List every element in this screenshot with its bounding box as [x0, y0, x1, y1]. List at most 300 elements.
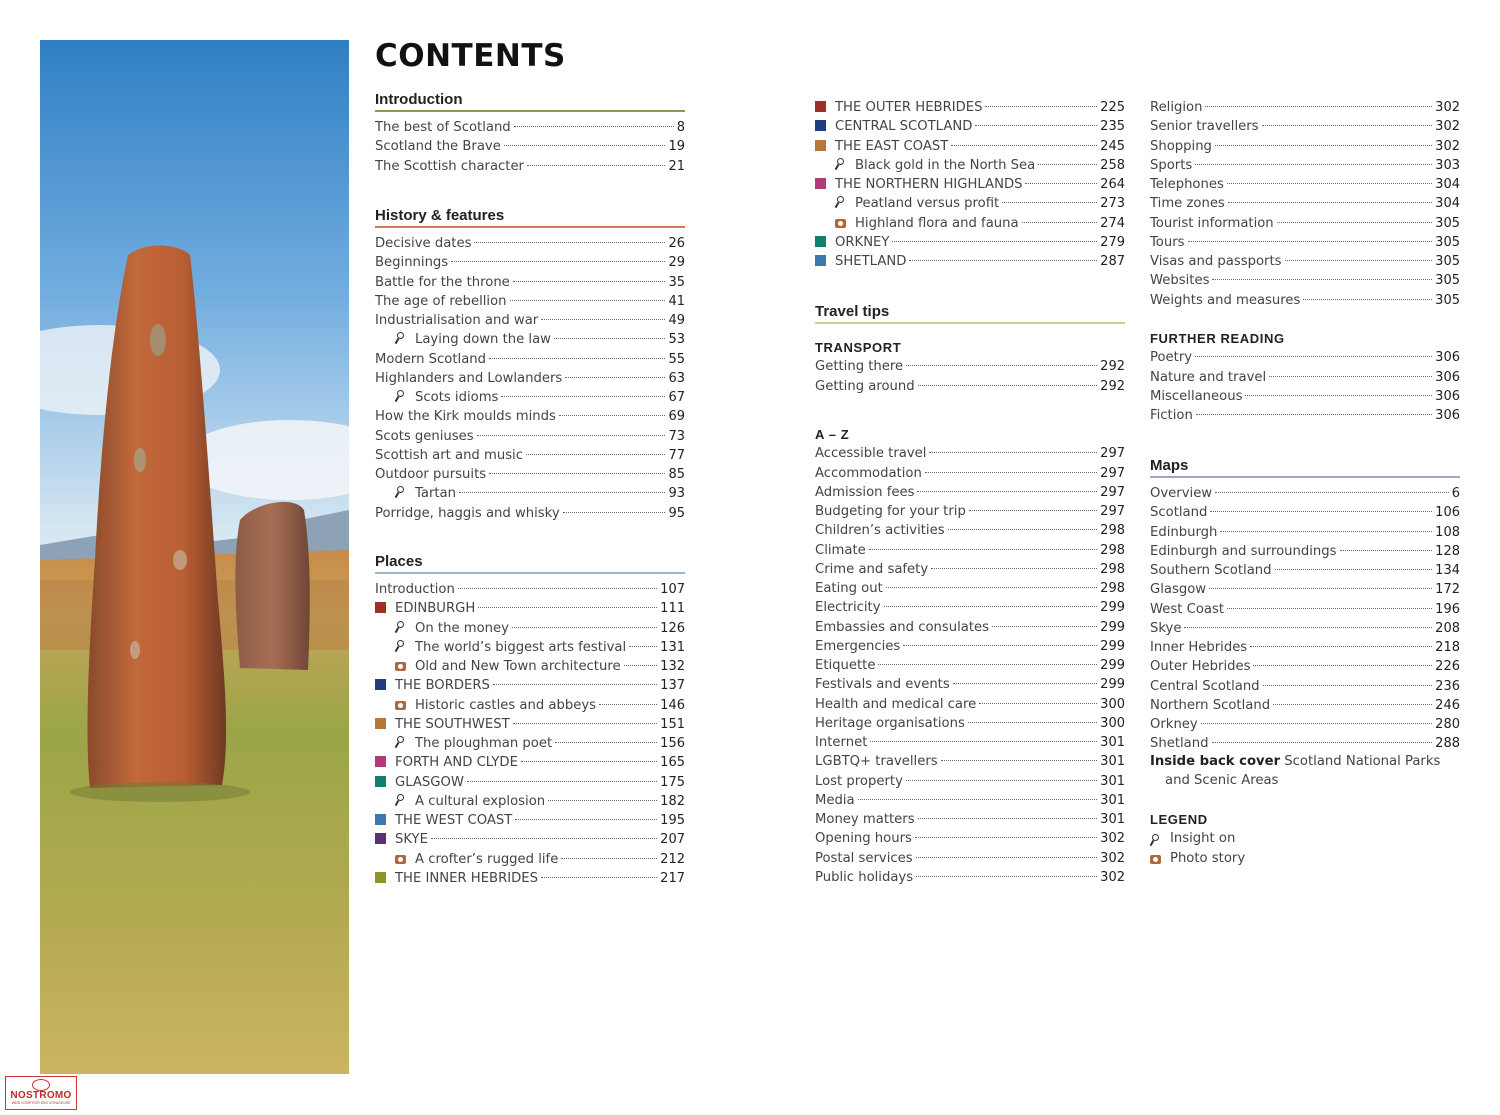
toc-entry-page: 35	[668, 274, 685, 290]
dot-leader	[1195, 164, 1432, 165]
dot-leader	[514, 126, 674, 127]
toc-entry-page: 298	[1100, 523, 1125, 539]
toc-entry[interactable]	[375, 676, 685, 695]
camera-icon	[395, 662, 406, 671]
toc-entry-page: 300	[1100, 715, 1125, 731]
toc-entry-page: 85	[668, 467, 685, 482]
dot-leader	[431, 838, 657, 839]
dot-leader	[906, 780, 1097, 781]
toc-entry[interactable]	[815, 252, 1125, 271]
toc-entry[interactable]	[375, 773, 685, 792]
dot-leader	[985, 106, 1097, 107]
region-swatch-icon	[815, 255, 826, 266]
toc-entry-page: 137	[660, 678, 685, 694]
toc-entry[interactable]	[375, 350, 685, 369]
toc-entry-page: 302	[1100, 831, 1125, 847]
toc-entry-label: Shetland	[1150, 736, 1209, 752]
toc-entry-page: 26	[668, 236, 685, 251]
toc-entry[interactable]	[815, 98, 1125, 117]
toc-entry[interactable]	[1150, 619, 1460, 638]
legend-insight	[1150, 829, 1460, 848]
toc-entry-label: Edinburgh	[1150, 524, 1218, 540]
toc-entry[interactable]	[375, 638, 685, 657]
toc-entry-page: 279	[1100, 234, 1125, 250]
dot-leader	[1215, 145, 1432, 146]
dot-leader	[925, 472, 1097, 473]
toc-entry-page: 301	[1100, 792, 1125, 808]
toc-entry-label: Tours	[1150, 234, 1185, 250]
toc-entry-page: 299	[1100, 677, 1125, 693]
toc-entry[interactable]	[1150, 368, 1460, 387]
toc-entry[interactable]	[375, 446, 685, 465]
toc-entry-label: Battle for the throne	[375, 274, 510, 290]
toc-entry[interactable]	[375, 811, 685, 830]
toc-entry-label: Industrialisation and war	[375, 313, 539, 328]
toc-entry[interactable]	[375, 484, 685, 503]
toc-entry-label: Budgeting for your trip	[815, 504, 966, 519]
toc-entry[interactable]	[1150, 156, 1460, 175]
dot-leader	[886, 587, 1097, 588]
toc-entry-page: 297	[1100, 484, 1125, 500]
toc-entry-label: Visas and passports	[1150, 254, 1282, 269]
dot-leader	[1228, 202, 1432, 203]
dot-leader	[474, 242, 665, 243]
toc-entry[interactable]	[375, 869, 685, 888]
dot-leader	[599, 704, 657, 705]
toc-entry-label: Crime and safety	[815, 561, 929, 577]
dot-leader	[941, 760, 1098, 761]
toc-entry[interactable]	[375, 369, 685, 388]
dot-leader	[1210, 511, 1432, 512]
section-places	[375, 552, 685, 888]
section-rule	[1150, 476, 1460, 478]
back-cover-title: Scotland National Parks	[1284, 754, 1441, 769]
toc-entry[interactable]	[1150, 406, 1460, 425]
toc-entry-page: 131	[660, 639, 685, 655]
toc-entry[interactable]	[815, 772, 1125, 791]
toc-entry-label: Decisive dates	[375, 236, 472, 251]
toc-entry[interactable]	[815, 733, 1125, 752]
toc-entry[interactable]	[815, 829, 1125, 848]
toc-entry[interactable]	[1150, 484, 1460, 503]
toc-entry[interactable]	[1150, 677, 1460, 696]
toc-entry-page: 301	[1100, 754, 1125, 770]
dot-leader	[916, 857, 1098, 858]
back-cover-label: Inside back cover	[1150, 754, 1281, 769]
dot-leader	[909, 260, 1097, 261]
toc-entry[interactable]	[815, 175, 1125, 194]
toc-entry-page: 306	[1435, 369, 1460, 385]
toc-entry[interactable]	[1150, 387, 1460, 406]
toc-entry-label: CENTRAL SCOTLAND	[835, 119, 973, 135]
toc-entry[interactable]	[375, 234, 685, 253]
dot-leader	[527, 165, 665, 166]
toc-entry[interactable]	[1150, 233, 1460, 252]
toc-entry-label: Sports	[1150, 157, 1193, 173]
dot-leader	[1188, 241, 1433, 242]
toc-entry-page: 111	[660, 601, 685, 617]
toc-entry[interactable]	[375, 118, 685, 137]
camera-icon	[395, 701, 406, 710]
toc-entry[interactable]	[1150, 252, 1460, 271]
toc-entry[interactable]	[815, 868, 1125, 887]
toc-entry-label: Heritage organisations	[815, 715, 965, 731]
region-swatch-icon	[815, 140, 826, 151]
toc-entry[interactable]	[815, 675, 1125, 694]
magnifier-icon	[395, 736, 406, 748]
toc-entry-page: 288	[1435, 736, 1460, 752]
dot-leader	[513, 723, 658, 724]
toc-entry-page: 212	[660, 851, 685, 867]
toc-entry[interactable]	[1150, 137, 1460, 156]
dot-leader	[629, 646, 657, 647]
toc-entry-page: 29	[668, 255, 685, 271]
toc-entry[interactable]	[815, 483, 1125, 502]
dot-leader	[1196, 414, 1432, 415]
toc-entry[interactable]	[815, 714, 1125, 733]
magnifier-icon	[835, 196, 846, 208]
toc-entry[interactable]	[375, 311, 685, 330]
toc-entry-label: Overview	[1150, 486, 1213, 501]
toc-entry-label: FORTH AND CLYDE	[395, 755, 518, 771]
toc-entry-label: Edinburgh and surroundings	[1150, 543, 1337, 559]
toc-entry[interactable]	[1150, 600, 1460, 619]
toc-entry-page: 55	[668, 351, 685, 367]
toc-entry-page: 6	[1451, 486, 1460, 501]
toc-entry[interactable]	[1150, 503, 1460, 522]
toc-entry-label: Media	[815, 792, 855, 808]
toc-entry-page: 301	[1100, 735, 1125, 750]
toc-entry-page: 298	[1100, 581, 1125, 596]
toc-entry-page: 151	[660, 716, 685, 732]
toc-entry[interactable]	[375, 407, 685, 426]
toc-entry-page: 303	[1435, 157, 1460, 173]
toc-entry-page: 63	[668, 370, 685, 386]
section-maps	[1150, 456, 1460, 754]
toc-entry[interactable]	[1150, 523, 1460, 542]
toc-entry-label: Highlanders and Lowlanders	[375, 370, 563, 386]
region-swatch-icon	[375, 718, 386, 729]
dot-leader	[451, 261, 665, 262]
dot-leader	[478, 607, 657, 608]
toc-entry[interactable]	[375, 580, 685, 599]
toc-entry-page: 132	[660, 659, 685, 674]
toc-entry[interactable]	[815, 464, 1125, 483]
toc-entry-page: 302	[1435, 100, 1460, 115]
legend	[1150, 810, 1460, 868]
toc-entry-page: 172	[1435, 582, 1460, 598]
dot-leader	[521, 761, 657, 762]
toc-entry[interactable]	[1150, 98, 1460, 117]
dot-leader	[1195, 356, 1432, 357]
toc-entry-page: 264	[1100, 177, 1125, 192]
toc-entry[interactable]	[815, 849, 1125, 868]
toc-entry-label: Public holidays	[815, 869, 914, 885]
region-swatch-icon	[375, 833, 386, 844]
dot-leader	[1275, 569, 1433, 570]
toc-entry[interactable]	[375, 427, 685, 446]
dot-leader	[1277, 222, 1433, 223]
toc-entry-page: 305	[1435, 254, 1460, 269]
toc-entry-label: Postal services	[815, 850, 913, 866]
dot-leader	[975, 125, 1097, 126]
toc-entry-page: 236	[1435, 678, 1460, 694]
dot-leader	[992, 626, 1097, 627]
toc-entry-label: Festivals and events	[815, 677, 950, 693]
toc-entry[interactable]	[375, 292, 685, 311]
magnifier-icon	[395, 794, 406, 806]
dot-leader	[541, 877, 657, 878]
toc-entry[interactable]	[375, 657, 685, 676]
toc-entry[interactable]	[815, 444, 1125, 463]
toc-entry[interactable]	[815, 791, 1125, 810]
toc-entry-page: 302	[1435, 119, 1460, 135]
toc-entry-page: 208	[1435, 620, 1460, 636]
toc-entry[interactable]	[375, 157, 685, 176]
dot-leader	[467, 781, 657, 782]
dot-leader	[968, 722, 1097, 723]
toc-entry-label: The ploughman poet	[415, 736, 553, 751]
toc-entry-label: The age of rebellion	[375, 293, 507, 309]
toc-entry-label: Electricity	[815, 600, 881, 616]
toc-entry-page: 165	[660, 755, 685, 771]
dot-leader	[1227, 183, 1432, 184]
camera-icon	[395, 855, 406, 864]
dot-leader	[869, 549, 1097, 550]
toc-entry-page: 302	[1435, 138, 1460, 154]
toc-entry[interactable]	[815, 357, 1125, 376]
dot-leader	[916, 876, 1097, 877]
toc-entry[interactable]	[815, 656, 1125, 675]
toc-entry-page: 128	[1435, 543, 1460, 559]
legend-insight-label: Insight on	[1170, 831, 1236, 847]
toc-entry[interactable]	[1150, 194, 1460, 213]
toc-entry[interactable]	[1150, 657, 1460, 676]
dot-leader	[953, 683, 1097, 684]
subsection-title: FURTHER READING	[1150, 331, 1285, 346]
toc-entry[interactable]	[375, 850, 685, 869]
magnifier-icon	[1150, 834, 1161, 846]
toc-entry[interactable]	[815, 560, 1125, 579]
toc-entry[interactable]	[375, 696, 685, 715]
toc-entry[interactable]	[815, 695, 1125, 714]
toc-entry-label: Accessible travel	[815, 446, 927, 462]
toc-entry-label: THE SOUTHWEST	[395, 716, 510, 732]
dot-leader	[1038, 164, 1097, 165]
toc-entry-label: Internet	[815, 735, 868, 750]
toc-entry[interactable]	[375, 792, 685, 811]
toc-entry-label: THE OUTER HEBRIDES	[835, 100, 983, 115]
dot-leader	[929, 452, 1097, 453]
toc-entry-label: Senior travellers	[1150, 119, 1259, 135]
dot-leader	[526, 454, 665, 455]
toc-entry-label: Scottish art and music	[375, 447, 523, 463]
magnifier-icon	[395, 486, 406, 498]
toc-entry-page: 299	[1100, 600, 1125, 616]
back-cover-note	[1150, 752, 1460, 791]
toc-entry[interactable]	[375, 599, 685, 618]
dot-leader	[512, 627, 657, 628]
toc-entry[interactable]	[815, 810, 1125, 829]
dot-leader	[858, 799, 1098, 800]
dot-leader	[1227, 608, 1432, 609]
toc-entry[interactable]	[375, 388, 685, 407]
toc-entry-page: 305	[1435, 292, 1460, 308]
toc-entry-label: West Coast	[1150, 601, 1225, 617]
dot-leader	[918, 818, 1098, 819]
toc-entry[interactable]	[375, 253, 685, 272]
toc-entry-label: Accommodation	[815, 465, 922, 481]
toc-entry-page: 217	[660, 870, 685, 886]
toc-entry[interactable]	[815, 233, 1125, 252]
toc-entry-label: GLASGOW	[395, 774, 464, 790]
dot-leader	[1212, 742, 1433, 743]
section-introduction	[375, 90, 685, 176]
toc-entry[interactable]	[375, 273, 685, 292]
toc-entry-label: Religion	[1150, 100, 1203, 115]
toc-entry[interactable]	[815, 377, 1125, 396]
toc-entry-page: 306	[1435, 408, 1460, 423]
toc-entry[interactable]	[375, 734, 685, 753]
toc-entry-label: A crofter’s rugged life	[415, 851, 559, 867]
toc-entry-label: Introduction	[375, 582, 455, 597]
back-cover-line-2: and Scenic Areas	[1165, 773, 1279, 789]
toc-entry[interactable]	[375, 619, 685, 638]
toc-entry-page: 304	[1435, 196, 1460, 212]
dot-leader	[1215, 492, 1449, 493]
section-title: Introduction	[375, 91, 463, 108]
toc-entry-label: Opening hours	[815, 831, 912, 847]
region-swatch-icon	[375, 756, 386, 767]
toc-entry-page: 292	[1100, 359, 1125, 375]
toc-entry[interactable]	[375, 830, 685, 849]
dot-leader	[1220, 531, 1432, 532]
toc-entry[interactable]	[1150, 638, 1460, 657]
toc-entry-label: Beginnings	[375, 255, 449, 271]
toc-entry-page: 21	[668, 158, 685, 174]
toc-entry[interactable]	[1150, 715, 1460, 734]
dot-leader	[1303, 299, 1432, 300]
toc-entry-label: Outer Hebrides	[1150, 659, 1251, 675]
dot-leader	[541, 319, 665, 320]
toc-entry-label: EDINBURGH	[395, 601, 476, 617]
toc-entry[interactable]	[1150, 542, 1460, 561]
toc-entry[interactable]	[815, 194, 1125, 213]
dot-leader	[493, 684, 657, 685]
dot-leader	[1205, 106, 1432, 107]
toc-entry[interactable]	[375, 330, 685, 349]
toc-entry-page: 106	[1435, 505, 1460, 521]
region-swatch-icon	[375, 814, 386, 825]
dot-leader	[918, 385, 1098, 386]
logo-tagline: WEB COMPTOIR DES VOYAGEURS	[11, 1101, 71, 1105]
toc-entry[interactable]	[815, 579, 1125, 598]
toc-entry[interactable]	[375, 504, 685, 523]
toc-entry[interactable]	[375, 753, 685, 772]
dot-leader	[878, 664, 1097, 665]
toc-entry[interactable]	[375, 137, 685, 156]
toc-entry[interactable]	[375, 465, 685, 484]
toc-entry[interactable]	[815, 117, 1125, 136]
back-cover-line-1	[1150, 752, 1460, 771]
toc-entry-page: 41	[668, 293, 685, 309]
toc-entry[interactable]	[815, 156, 1125, 175]
toc-entry[interactable]	[815, 214, 1125, 233]
toc-entry-page: 298	[1100, 542, 1125, 558]
toc-entry-label: SHETLAND	[835, 254, 907, 269]
toc-entry[interactable]	[1150, 291, 1460, 310]
dot-leader	[1262, 125, 1433, 126]
dot-leader	[477, 435, 666, 436]
toc-entry[interactable]	[1150, 580, 1460, 599]
toc-entry-page: 306	[1435, 388, 1460, 404]
toc-entry-label: Northern Scotland	[1150, 697, 1271, 713]
dot-leader	[1245, 395, 1432, 396]
section-title: Places	[375, 553, 423, 570]
toc-entry[interactable]	[815, 598, 1125, 617]
toc-entry-label: Highland flora and fauna	[855, 215, 1019, 231]
toc-entry-label: THE NORTHERN HIGHLANDS	[835, 177, 1023, 192]
dot-leader	[884, 606, 1098, 607]
toc-entry-label: Telephones	[1150, 177, 1224, 192]
dot-leader	[1184, 627, 1432, 628]
toc-entry-page: 195	[660, 813, 685, 828]
toc-entry-label: Scotland the Brave	[375, 139, 501, 155]
toc-entry[interactable]	[815, 637, 1125, 656]
dot-leader	[915, 837, 1097, 838]
toc-entry[interactable]	[815, 618, 1125, 637]
toc-entry[interactable]	[1150, 561, 1460, 580]
region-swatch-icon	[815, 101, 826, 112]
toc-entry[interactable]	[815, 521, 1125, 540]
toc-entry[interactable]	[1150, 214, 1460, 233]
toc-entry-page: 287	[1100, 254, 1125, 269]
dot-leader	[1253, 665, 1432, 666]
dot-leader	[969, 510, 1097, 511]
toc-entry-label: Getting around	[815, 378, 915, 394]
toc-entry-page: 77	[668, 447, 685, 463]
section-rule	[375, 226, 685, 228]
magnifier-icon	[395, 640, 406, 652]
toc-entry-label: THE EAST COAST	[835, 138, 949, 154]
toc-entry[interactable]	[815, 752, 1125, 771]
toc-entry-label: Embassies and consulates	[815, 619, 990, 635]
toc-entry[interactable]	[1150, 117, 1460, 136]
toc-entry[interactable]	[1150, 175, 1460, 194]
subsection-title: A – Z	[815, 427, 850, 442]
toc-entry-page: 306	[1435, 350, 1460, 366]
region-swatch-icon	[815, 120, 826, 131]
toc-entry[interactable]	[815, 137, 1125, 156]
dot-leader	[1285, 260, 1433, 261]
toc-entry-page: 299	[1100, 658, 1125, 673]
toc-entry-label: Money matters	[815, 812, 915, 827]
toc-entry[interactable]	[815, 541, 1125, 560]
region-swatch-icon	[375, 776, 386, 787]
toc-entry-label: How the Kirk moulds minds	[375, 409, 556, 425]
toc-entry[interactable]	[815, 502, 1125, 521]
dot-leader	[1269, 376, 1432, 377]
toc-entry[interactable]	[1150, 696, 1460, 715]
toc-entry[interactable]	[1150, 348, 1460, 367]
toc-entry-page: 246	[1435, 697, 1460, 713]
toc-entry-label: The best of Scotland	[375, 120, 511, 135]
camera-icon	[1150, 855, 1161, 864]
toc-entry[interactable]	[1150, 734, 1460, 753]
toc-entry[interactable]	[375, 715, 685, 734]
dot-leader	[1340, 550, 1433, 551]
toc-entry[interactable]	[1150, 271, 1460, 290]
